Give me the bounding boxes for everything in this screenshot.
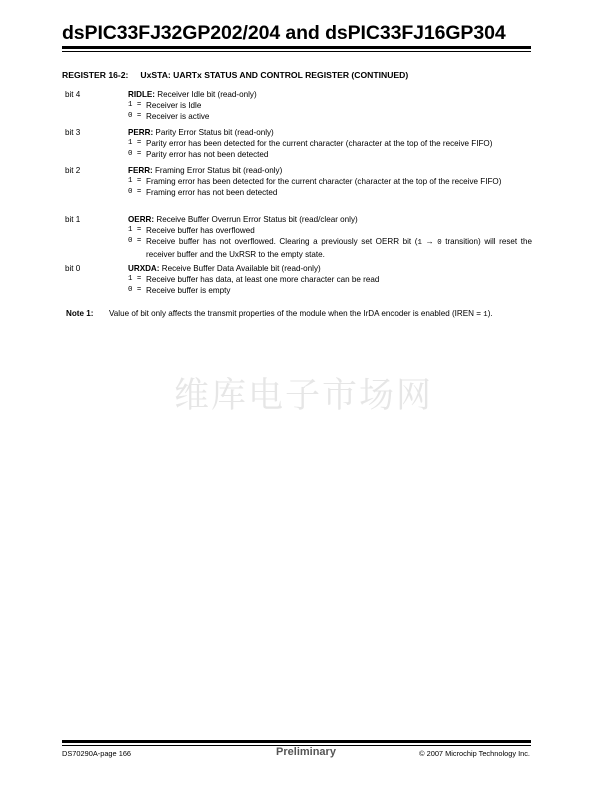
option-value: 1 = — [128, 275, 142, 283]
option-text: Framing error has been detected for the current character (character at the top of the receive FIFO) — [146, 177, 502, 186]
bit-heading — [128, 263, 532, 274]
option-value: 0 = — [128, 112, 142, 120]
bit-name: OERR: — [128, 215, 155, 224]
option-value: 1 = — [128, 101, 142, 109]
option-code-value: 0 — [437, 239, 442, 247]
bit-entry-oerr — [62, 214, 532, 260]
bit-description: Parity Error Status bit (read-only) — [153, 128, 274, 137]
option-text: Receive buffer is empty — [146, 286, 231, 295]
register-id: REGISTER 16-2: — [62, 70, 129, 80]
bit-name: PERR: — [128, 128, 154, 137]
bit-name: RIDLE: — [128, 90, 155, 99]
bit-heading — [128, 89, 532, 100]
register-note — [66, 308, 526, 321]
bit-heading — [128, 214, 532, 225]
note-label: Note 1: — [66, 309, 94, 318]
bit-entry-perr — [62, 127, 532, 160]
note-code-value: 1 — [483, 311, 488, 319]
footer-page-number: DS70290A-page 166 — [62, 749, 132, 758]
option-text: Parity error has not been detected — [146, 150, 269, 159]
option-value: 0 = — [128, 237, 142, 245]
bit-option — [128, 138, 532, 149]
option-text: Receiver is Idle — [146, 101, 202, 110]
bit-option — [128, 187, 532, 198]
bit-number: bit 3 — [65, 128, 81, 137]
bit-heading — [128, 165, 532, 176]
bit-entry-ridle — [62, 89, 532, 122]
option-value: 0 = — [128, 286, 142, 294]
note-text-part: ). — [487, 309, 493, 318]
bit-option — [128, 285, 532, 296]
option-text-part: Receive buffer has not overflowed. Clearing a previously set OERR bit ( — [146, 237, 418, 246]
bit-name: FERR: — [128, 166, 153, 175]
option-value: 1 = — [128, 226, 142, 234]
bit-option — [128, 176, 532, 187]
option-value: 0 = — [128, 188, 142, 196]
bit-option — [128, 274, 532, 285]
bit-number: bit 0 — [65, 264, 81, 273]
header-rule-thick — [62, 46, 531, 49]
bit-option — [128, 149, 532, 160]
register-name: UxSTA: UARTx STATUS AND CONTROL REGISTER (CONTINUED) — [140, 70, 409, 80]
bit-option — [128, 111, 532, 122]
bit-description: Receive Buffer Overrun Error Status bit (read/clear only) — [154, 215, 358, 224]
footer-status: Preliminary — [276, 746, 336, 758]
option-text: Receive buffer has data, at least one more character can be read — [146, 275, 380, 284]
bit-description: Receive Buffer Data Available bit (read-only) — [159, 264, 321, 273]
bit-option — [128, 236, 532, 260]
bit-number: bit 2 — [65, 166, 81, 175]
bit-name: URXDA: — [128, 264, 160, 273]
option-text: Parity error has been detected for the current character (character at the top of the receive FIFO) — [146, 139, 493, 148]
note-text-part: Value of bit only affects the transmit properties of the module when the IrDA encoder is enabled (IREN = — [109, 309, 484, 318]
option-value: 1 = — [128, 177, 142, 185]
bit-option — [128, 100, 532, 111]
option-code-value: 1 — [417, 239, 422, 247]
watermark: 维库电子市场网 — [174, 376, 434, 416]
bit-option — [128, 225, 532, 236]
option-text: Receiver is active — [146, 112, 210, 121]
document-title: dsPIC33FJ32GP202/204 and dsPIC33FJ16GP304 — [62, 22, 506, 44]
bit-entry-ferr — [62, 165, 532, 198]
bit-number: bit 4 — [65, 90, 81, 99]
register-title — [62, 70, 408, 80]
option-text-part: transition) will reset the receiver buffer and the UxRSR to the empty state. — [146, 237, 532, 259]
footer-rule-thick — [62, 740, 531, 743]
footer-copyright: © 2007 Microchip Technology Inc. — [419, 749, 530, 758]
option-text: Receive buffer has overflowed — [146, 226, 255, 235]
option-value: 1 = — [128, 139, 142, 147]
bit-description: Receiver Idle bit (read-only) — [154, 90, 257, 99]
option-value: 0 = — [128, 150, 142, 158]
bit-entry-urxda — [62, 263, 532, 296]
note-text — [109, 308, 526, 321]
option-text: Framing error has not been detected — [146, 188, 278, 197]
bit-description: Framing Error Status bit (read-only) — [152, 166, 283, 175]
transition-arrow: → — [421, 237, 438, 246]
bit-number: bit 1 — [65, 215, 81, 224]
header-rule-thin — [62, 51, 531, 52]
bit-heading — [128, 127, 532, 138]
option-text — [146, 236, 532, 260]
